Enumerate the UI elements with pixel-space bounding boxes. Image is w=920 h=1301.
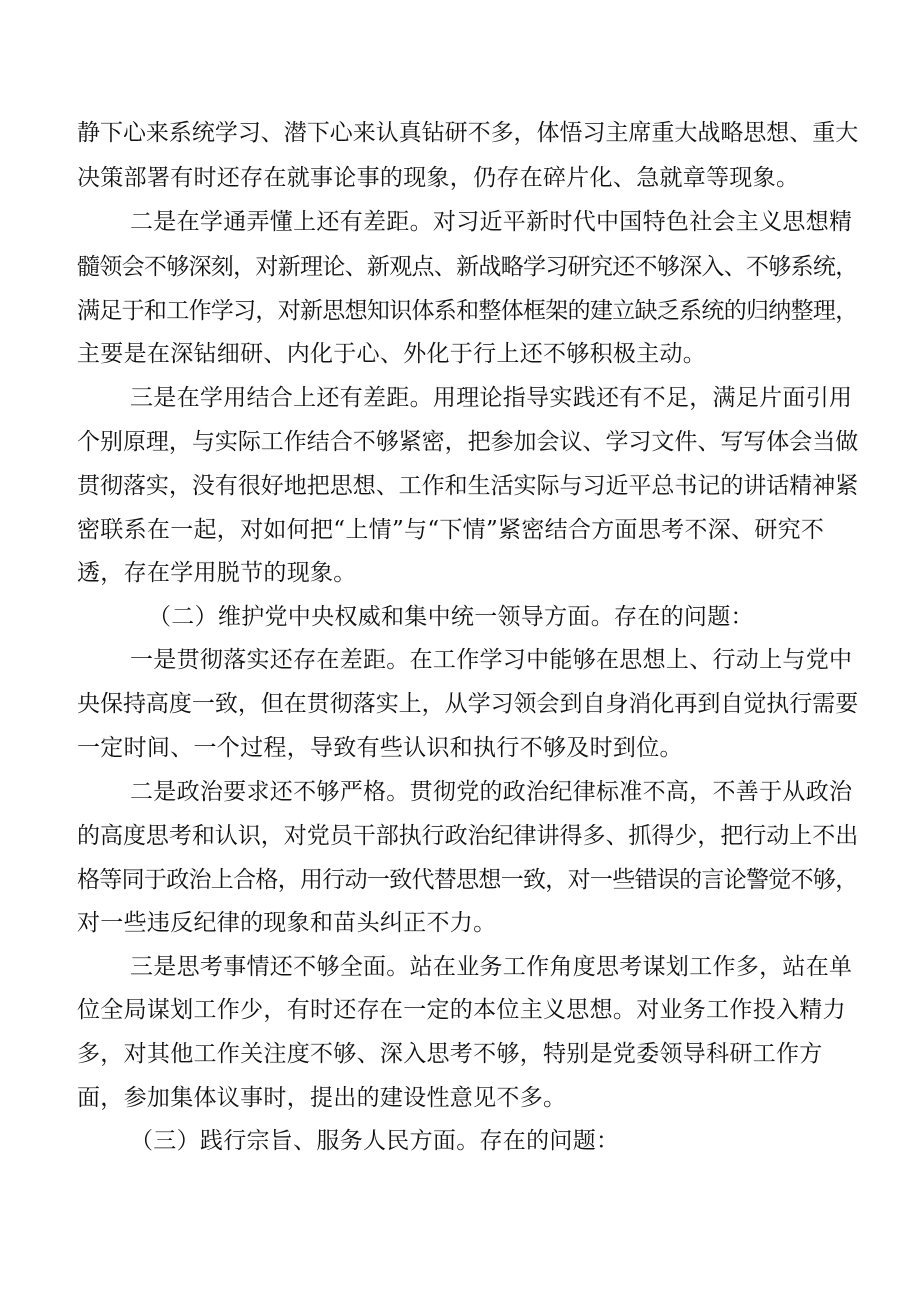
paragraph-start-line: 三是思考事情还不够全面。站在业务工作角度思考谋划工作多，站在单 (130, 954, 853, 980)
section-heading: （三）践行宗旨、服务人民方面。存在的问题： (130, 1128, 620, 1154)
text-line: 满足于和工作学习，对新思想知识体系和整体框架的建立缺乏系统的归纳整理， (77, 298, 858, 324)
text-line: 位全局谋划工作少，有时还存在一定的本位主义思想。对业务工作投入精力 (77, 997, 846, 1023)
paragraph-start-line: 一是贯彻落实还存在差距。在工作学习中能够在思想上、行动上与党中 (130, 647, 853, 673)
paragraph-start-line: 三是在学用结合上还有差距。用理论指导实践还有不足，满足片面引用 (130, 385, 853, 411)
text-line: 多，对其他工作关注度不够、深入思考不够，特别是党委领导科研工作方 (77, 1041, 823, 1067)
text-line: 格等同于政治上合格，用行动一致代替思想一致，对一些错误的言论警觉不够， (77, 867, 858, 893)
paragraph-start-line: 二是政治要求还不够严格。贯彻党的政治纪律标准不高，不善于从政治 (130, 779, 853, 805)
text-line: 央保持高度一致，但在贯彻落实上，从学习领会到自身消化再到自觉执行需要 (77, 691, 859, 717)
text-line: 一定时间、一个过程，导致有些认识和执行不够及时到位。 (77, 735, 683, 761)
text-line: 决策部署有时还存在就事论事的现象，仍存在碎片化、急就章等现象。 (77, 165, 800, 191)
text-line: 髓领会不够深刻，对新理论、新观点、新战略学习研究还不够深入、不够系统， (77, 254, 858, 280)
text-line: 静下心来系统学习、潜下心来认真钻研不多，体悟习主席重大战略思想、重大 (77, 120, 859, 146)
text-line: 主要是在深钻细研、内化于心、外化于行上还不够积极主动。 (77, 341, 707, 367)
text-line: 透，存在学用脱节的现象。 (77, 560, 357, 586)
paragraph-start-line: 二是在学通弄懂上还有差距。对习近平新时代中国特色社会主义思想精 (130, 209, 853, 235)
text-line: 密联系在一起，对如何把“上情”与“下情”紧密结合方面思考不深、研究不 (77, 517, 825, 543)
text-line: 对一些违反纪律的现象和苗头纠正不力。 (77, 910, 497, 936)
text-line: 面，参加集体议事时，提出的建设性意见不多。 (77, 1085, 567, 1111)
text-line: 的高度思考和认识，对党员干部执行政治纪律讲得多、抓得少，把行动上不出 (77, 823, 859, 849)
text-line: 个别原理，与实际工作结合不够紧密，把参加会议、学习文件、写写体会当做 (77, 429, 859, 455)
section-heading: （二）维护党中央权威和集中统一领导方面。存在的问题： (148, 604, 754, 630)
text-line: 贯彻落实，没有很好地把思想、工作和生活实际与习近平总书记的讲话精神紧 (77, 473, 859, 499)
